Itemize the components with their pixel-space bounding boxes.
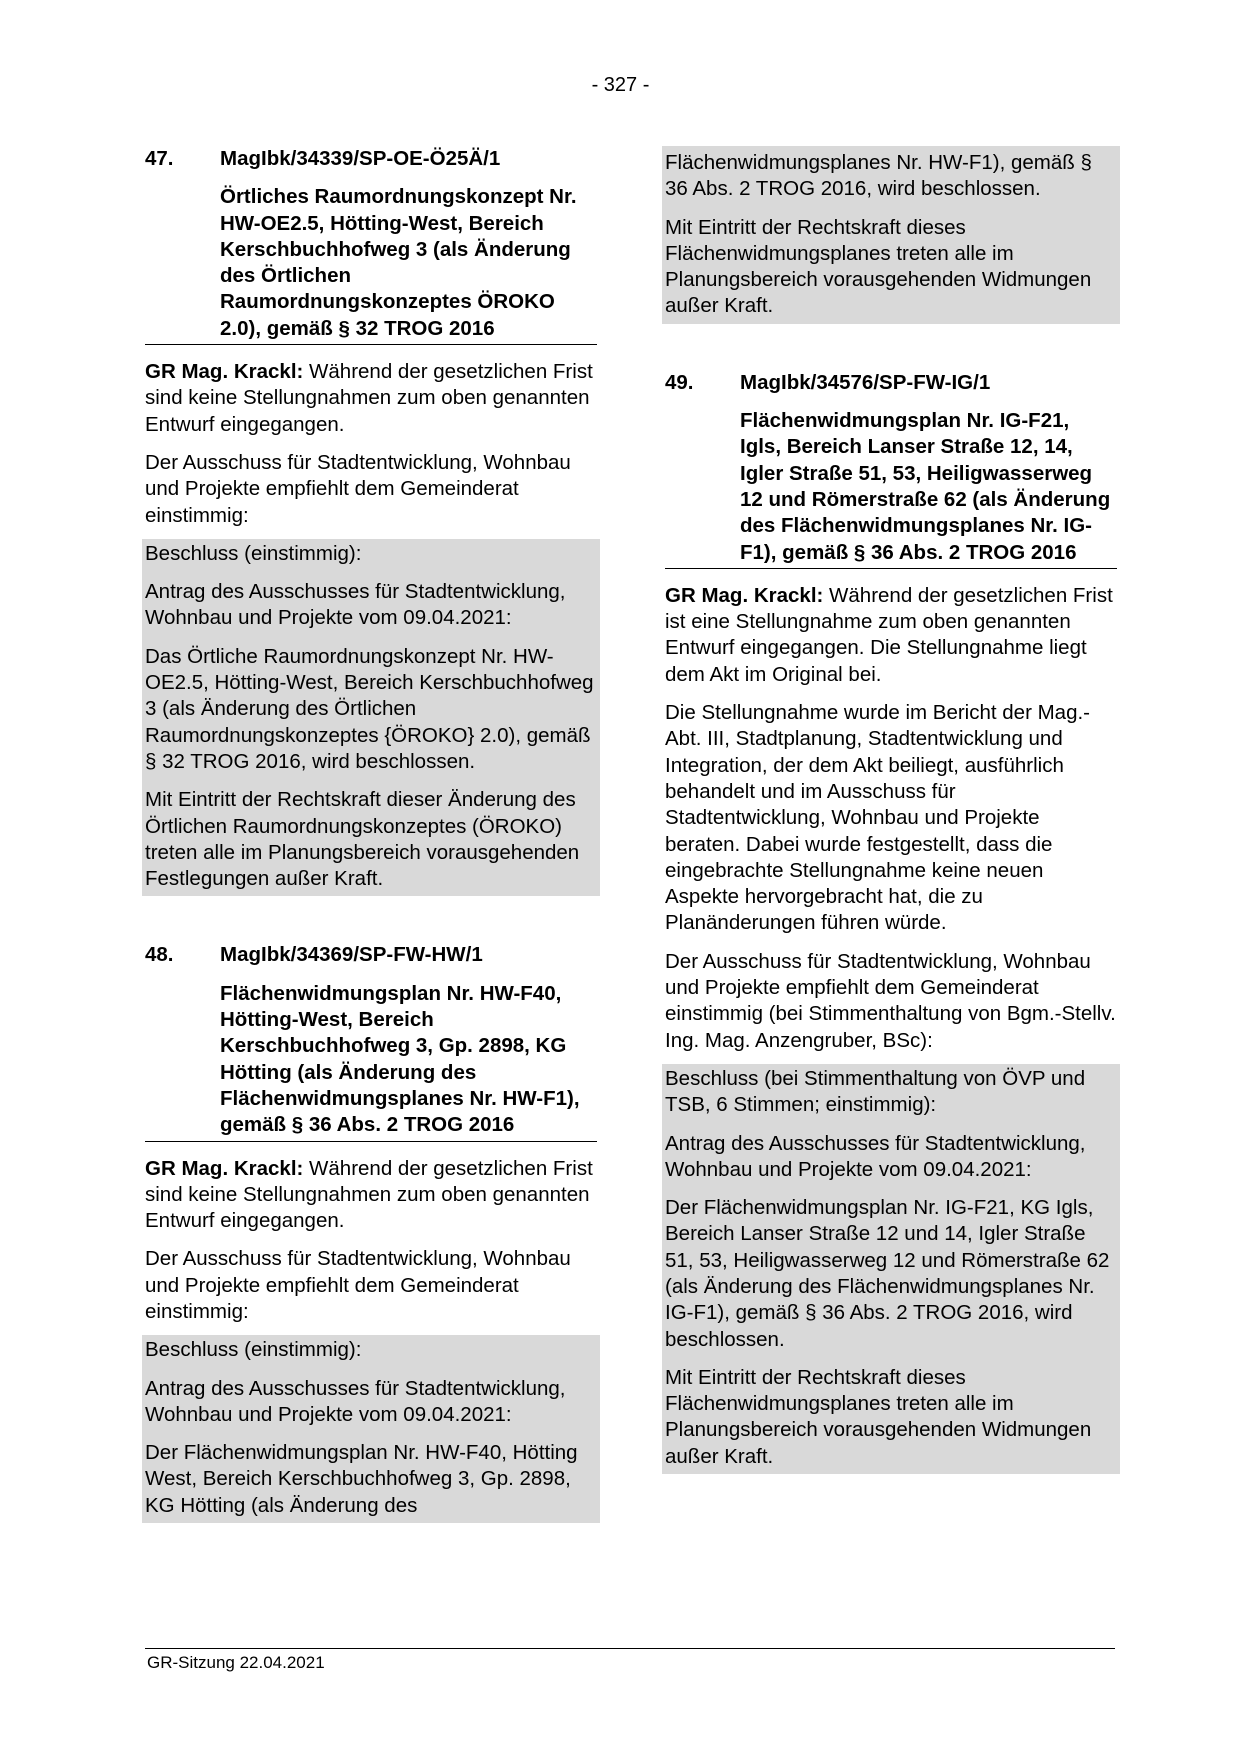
speaker-name: GR Mag. Krackl: bbox=[145, 360, 304, 384]
item-title: Flächenwidmungsplan Nr. IG-F21, Igls, Bereich Lanser Straße 12, 14, Igler Straße 51, 53, Heiligwasserweg 12 und Römerstraße 62 (als Änderung des Flächenwidmungsplanes Nr. IG-F1), gemäß § 36 Abs. 2 TROG 2016 bbox=[740, 409, 1111, 564]
item-header bbox=[145, 942, 597, 968]
speaker-text: Während der gesetzlichen Frist sind keine Stellungnahmen zum oben genannten Entwurf eingegangen. bbox=[145, 360, 593, 436]
agenda-item-48-continued bbox=[665, 146, 1117, 324]
speaker-statement bbox=[145, 359, 597, 438]
effect-text: Mit Eintritt der Rechtskraft dieser Änderung des Örtlichen Raumordnungskonzeptes (ÖROKO) treten alle im Planungsbereich vorausgehenden Festlegungen außer Kraft. bbox=[145, 788, 580, 891]
motion-text: Antrag des Ausschusses für Stadtentwicklung, Wohnbau und Projekte vom 09.04.2021: bbox=[145, 580, 566, 630]
effect-text: Mit Eintritt der Rechtskraft dieses Flächenwidmungsplanes treten alle im Planungsbereich vorausgehenden Widmungen außer Kraft. bbox=[665, 215, 1092, 318]
item-code: MagIbk/34369/SP-FW-HW/1 bbox=[220, 943, 483, 967]
resolution-label: Beschluss (einstimmig): bbox=[145, 541, 362, 565]
item-header bbox=[665, 370, 1117, 396]
left-column bbox=[145, 146, 597, 1523]
right-column bbox=[665, 146, 1117, 1474]
item-number: 48. bbox=[145, 943, 174, 967]
item-title: Örtliches Raumordnungskonzept Nr. HW-OE2.5, Hötting-West, Bereich Kerschbuchhofweg 3 (als Änderung des Örtlichen Raumordnungskonzeptes ÖROKO 2.0), gemäß § 32 TROG 2016 bbox=[220, 185, 577, 340]
footer-divider bbox=[145, 1648, 1115, 1649]
effect-text: Mit Eintritt der Rechtskraft dieses Flächenwidmungsplanes treten alle im Planungsbereich vorausgehenden Widmungen außer Kraft. bbox=[665, 1365, 1092, 1468]
resolution-label: Beschluss (einstimmig): bbox=[145, 1338, 362, 1362]
page-number: - 327 - bbox=[591, 74, 650, 96]
speaker-statement bbox=[665, 583, 1117, 688]
item-code: MagIbk/34576/SP-FW-IG/1 bbox=[740, 370, 991, 394]
decision-text: Der Flächenwidmungsplan Nr. IG-F21, KG Igls, Bereich Lanser Straße 12 und 14, Igler Straße 51, 53, Heiligwasserweg 12 und Römerstraße 62 (als Änderung des Flächenwidmungsplanes Nr. IG-F1), gemäß § 36 Abs. 2 TROG 2016, wird beschlossen. bbox=[665, 1196, 1110, 1351]
item-code: MagIbk/34339/SP-OE-Ö25Ä/1 bbox=[220, 147, 501, 170]
decision-text: Der Flächenwidmungsplan Nr. HW-F40, Hötting West, Bereich Kerschbuchhofweg 3, Gp. 2898, KG Hötting (als Änderung des bbox=[145, 1441, 578, 1517]
decision-text: Das Örtliche Raumordnungskonzept Nr. HW-OE2.5, Hötting-West, Bereich Kerschbuchhofweg 3 (als Änderung des Örtlichen Raumordnungskonzeptes {ÖROKO} 2.0), gemäß § 32 TROG 2016, wird beschlossen. bbox=[145, 644, 594, 773]
committee-recommendation: Der Ausschuss für Stadtentwicklung, Wohnbau und Projekte empfiehlt dem Gemeinderat einstimmig (bei Stimmenthaltung von Bgm.-Stellv. Ing. Mag. Anzengruber, BSc): bbox=[665, 949, 1116, 1052]
footer-session-date: GR-Sitzung 22.04.2021 bbox=[147, 1653, 325, 1672]
committee-recommendation: Der Ausschuss für Stadtentwicklung, Wohnbau und Projekte empfiehlt dem Gemeinderat einstimmig: bbox=[145, 450, 571, 527]
resolution-block-continued bbox=[662, 146, 1120, 324]
speaker-statement bbox=[145, 1156, 597, 1235]
report-text: Die Stellungnahme wurde im Bericht der Mag.-Abt. III, Stadtplanung, Stadtentwicklung und Integration, der dem Akt beiliegt, ausführlich behandelt und im Ausschuss für Stadtentwicklung, Wohnbau und Projekte beraten. Dabei wurde festgestellt, dass die eingebrachte Stellungnahme keine neuen Aspekte hervorgebracht hat, die zu Planänderungen führen würde. bbox=[665, 701, 1090, 935]
agenda-item-47 bbox=[145, 146, 597, 896]
item-header bbox=[145, 146, 597, 172]
speaker-text: Während der gesetzlichen Frist ist eine Stellungnahme zum oben genannten Entwurf eingegangen. Die Stellungnahme liegt dem Akt im Original bei. bbox=[665, 583, 1113, 686]
item-number: 47. bbox=[145, 147, 174, 170]
committee-recommendation: Der Ausschuss für Stadtentwicklung, Wohnbau und Projekte empfiehlt dem Gemeinderat einstimmig: bbox=[145, 1247, 571, 1323]
speaker-name: GR Mag. Krackl: bbox=[145, 1156, 304, 1180]
agenda-item-49 bbox=[665, 370, 1117, 1474]
speaker-name: GR Mag. Krackl: bbox=[665, 583, 824, 607]
item-title-block bbox=[145, 184, 597, 345]
resolution-block bbox=[662, 1064, 1120, 1474]
item-title: Flächenwidmungsplan Nr. HW-F40, Hötting-West, Bereich Kerschbuchhofweg 3, Gp. 2898, KG Hötting (als Änderung des Flächenwidmungsplanes Nr. HW-F1), gemäß § 36 Abs. 2 TROG 2016 bbox=[220, 981, 580, 1137]
resolution-block bbox=[142, 539, 600, 897]
motion-text: Antrag des Ausschusses für Stadtentwicklung, Wohnbau und Projekte vom 09.04.2021: bbox=[665, 1131, 1086, 1181]
motion-text: Antrag des Ausschusses für Stadtentwicklung, Wohnbau und Projekte vom 09.04.2021: bbox=[145, 1376, 566, 1426]
resolution-label: Beschluss (bei Stimmenthaltung von ÖVP und TSB, 6 Stimmen; einstimmig): bbox=[665, 1066, 1086, 1117]
item-title-block bbox=[665, 408, 1117, 569]
resolution-block bbox=[142, 1335, 600, 1523]
item-number: 49. bbox=[665, 370, 694, 394]
decision-text: Flächenwidmungsplanes Nr. HW-F1), gemäß § 36 Abs. 2 TROG 2016, wird beschlossen. bbox=[665, 151, 1092, 201]
item-title-block bbox=[145, 981, 597, 1142]
speaker-text: Während der gesetzlichen Frist sind keine Stellungnahmen zum oben genannten Entwurf eingegangen. bbox=[145, 1156, 593, 1233]
agenda-item-48 bbox=[145, 942, 597, 1523]
